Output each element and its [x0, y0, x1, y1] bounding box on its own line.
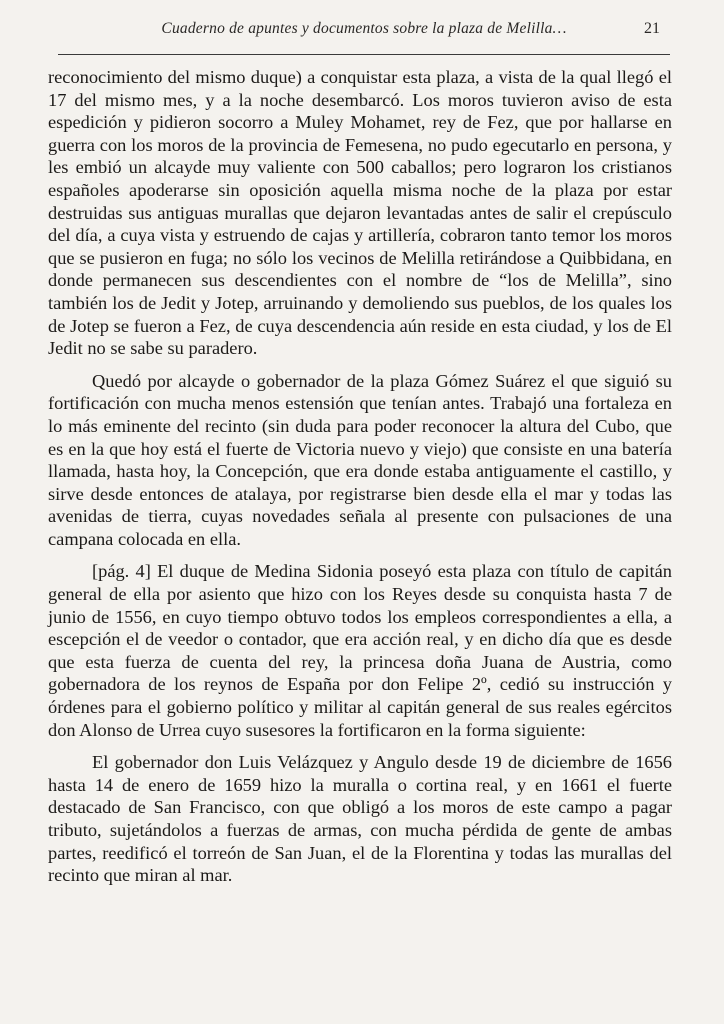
running-title: Cuaderno de apuntes y documentos sobre la plaza de Melilla…: [161, 20, 567, 37]
paragraph-continued: reconocimiento del mismo duque) a conquistar esta plaza, a vista de la qual llegó el 17 del mismo mes, y a la noche desembarcó. Los moros tuvieron aviso de esta espedición y pidieron socorro a Muley Mohamet, rey de Fez, que por hallarse en guerra con los moros de la provincia de Femesena, no pudo egecutarlo en persona, y les embió un alcayde muy valiente con 500 caballos; pero lograron los cristianos españoles apoderarse sin oposición aquella misma noche de la plaza por estar destruidas sus antiguas murallas que dejaron levantadas antes de salir el crepúsculo del día, a cuya vista y estruendo de cajas y artillería, cobraron tanto temor los moros que se pusieron en fuga; no sólo los vecinos de Melilla retirándose a Quibbidana, en donde permanecen sus descendientes con el nombre de “los de Melilla”, sino también los de Jedit y Jotep, arruinando y demoliendo sus pueblos, de los quales los de Jotep se fueron a Fez, de cuya descendencia aún reside en esta ciudad, y los de El Jedit no se sabe su paradero.: [48, 67, 672, 359]
body-text: [48, 66, 672, 897]
paragraph-alcayde-gomez-suarez: Quedó por alcayde o gobernador de la plaza Gómez Suárez el que siguió su fortificación con mucha menos estensión que tenían antes. Trabajó una fortaleza en lo más eminente del recinto (sin duda para poder reconocer la altura del Cubo, que es en la que hoy está el fuerte de Victoria nuevo y viejo) que consiste en una batería llamada, hasta hoy, la Concepción, que era donde estaba antiguamente el castillo, y sirve desde entonces de atalaya, por registrarse bien desde ella el mar y todas las avenidas de tierra, cuyas novedades señala al presente con pulsaciones de una campana colocada en ella.: [48, 370, 672, 549]
page-number: 21: [644, 20, 660, 37]
page-header: [58, 14, 670, 55]
paragraph-luis-velazquez: El gobernador don Luis Velázquez y Angulo desde 19 de diciembre de 1656 hasta 14 de enero de 1659 hizo la muralla o cortina real, y en 1661 el fuerte destacado de San Francisco, con que obligó a los moros de este campo a pagar tributo, sujetándolos a fuerzas de armas, con mucha pérdida de gente de ambas partes, reedificó el torreón de San Juan, el de la Florentina y todas las murallas del recinto que miran al mar.: [48, 752, 672, 886]
paragraph-duque-medina-sidonia: [pág. 4] El duque de Medina Sidonia poseyó esta plaza con título de capitán general de ella por asiento que hizo con los Reyes desde su conquista hasta 7 de junio de 1556, en cuyo tiempo obtuvo todos los empleos correspondientes a ella, a escepción el de veedor o contador, que era acción real, y en dicho día que es desde que esta fuerza de cuenta del rey, la princesa doña Juana de Austria, como gobernadora de los reynos de España por don Felipe 2º, cedió su instrucción y órdenes para el gobierno político y militar al capitán general de sus reales egércitos don Alonso de Urrea cuyo susesores la fortificaron en la forma siguiente:: [48, 561, 672, 740]
